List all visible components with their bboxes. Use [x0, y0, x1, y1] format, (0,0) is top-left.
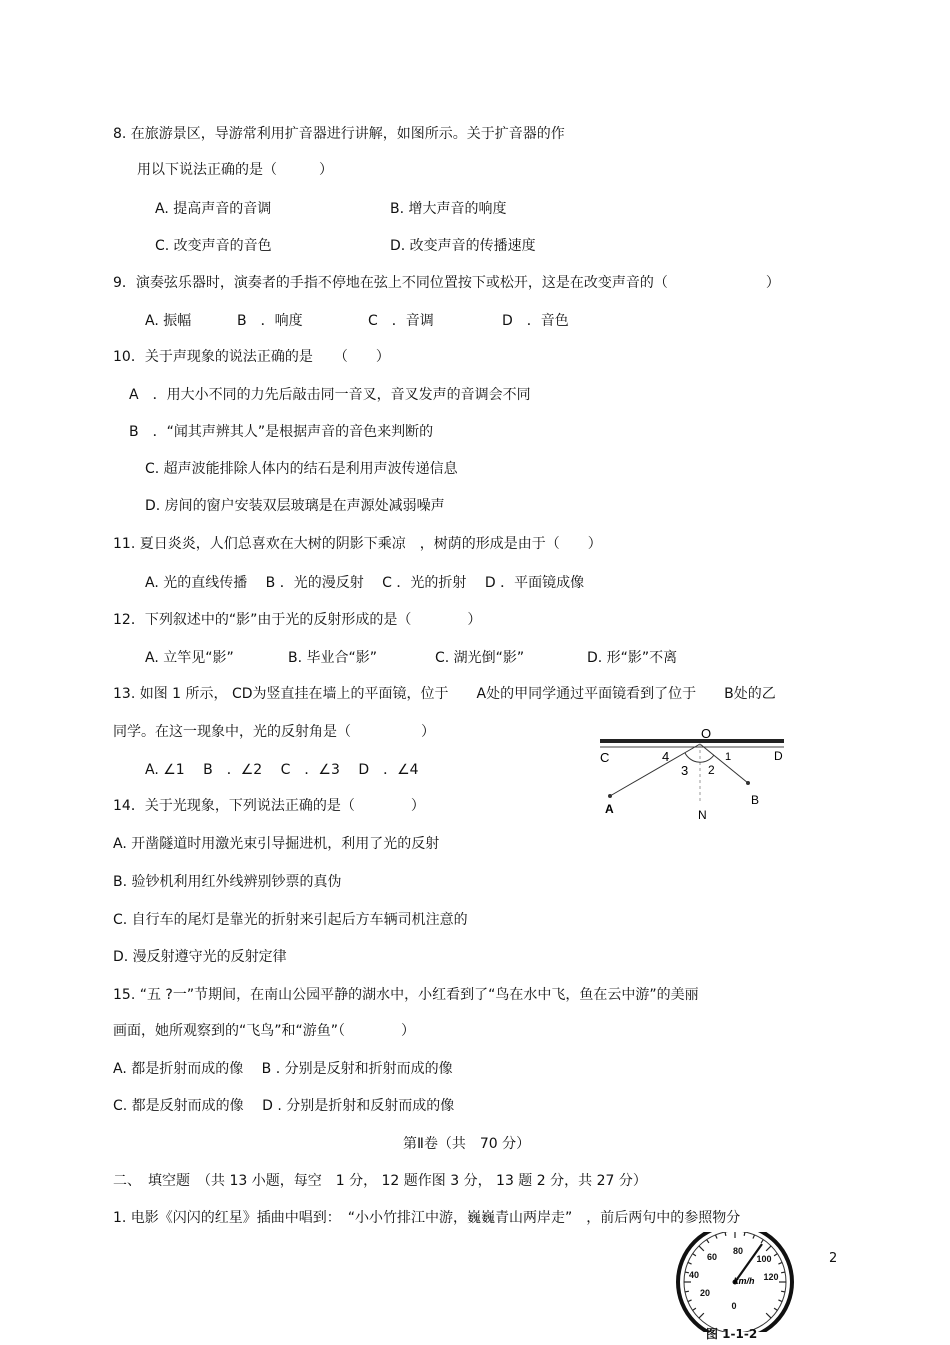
- fill-q1-stem: 1. 电影《闪闪的红星》插曲中唱到： “小小竹排江中游，巍巍青山两岸走” ，前后两句中的参照物分: [113, 1210, 741, 1226]
- q15-stem-line2: 画面，她所观察到的“飞鸟”和“游鱼”（ ）: [113, 1023, 416, 1039]
- q15-options-ab: A. 都是折射而成的像 B . 分别是反射和折射而成的像: [113, 1061, 453, 1077]
- label-b: B: [751, 793, 760, 807]
- q14-option-d: D. 漫反射遵守光的反射定律: [113, 949, 287, 965]
- section-2-heading: 二、 填空题 （共 13 小题，每空 1 分， 12 题作图 3 分， 13 题 2 分，共 27 分）: [113, 1173, 647, 1189]
- q9-option-b: B ．响度: [237, 313, 303, 329]
- label-angle-3: 3: [681, 763, 689, 778]
- tick-label-100: 100: [756, 1254, 772, 1264]
- mirror-reflection-figure: [590, 722, 800, 827]
- q8-stem-line2: 用以下说法正确的是（ ）: [137, 162, 333, 178]
- q11-stem: 11. 夏日炎炎，人们总喜欢在大树的阴影下乘凉 ，树荫的形成是由于（ ）: [113, 536, 602, 552]
- q8-stem-line1: 8. 在旅游景区，导游常利用扩音器进行讲解，如图所示。关于扩音器的作: [113, 126, 565, 142]
- q13-options: A. ∠1 B ．∠2 C ．∠3 D ．∠4: [145, 762, 419, 778]
- label-a: A: [605, 802, 614, 816]
- label-c: C: [600, 750, 610, 765]
- q8-option-d: D. 改变声音的传播速度: [390, 238, 536, 254]
- q9-option-d: D ．音色: [502, 313, 569, 329]
- speedometer-tick: [744, 1232, 745, 1236]
- q12-option-d: D. 形“影”不离: [587, 650, 678, 666]
- q8-option-a: A. 提高声音的音调: [155, 201, 272, 217]
- label-n: N: [698, 808, 707, 822]
- q14-option-c: C. 自行车的尾灯是靠光的折射来引起后方车辆司机注意的: [113, 912, 468, 928]
- q9-option-a: A. 振幅: [145, 313, 192, 329]
- speed-unit: km/h: [733, 1276, 755, 1286]
- q14-option-b: B. 验钞机利用红外线辨别钞票的真伪: [113, 874, 342, 890]
- label-angle-2: 2: [708, 763, 715, 777]
- q8-option-b: B. 增大声音的响度: [390, 201, 507, 217]
- tick-label-20: 20: [699, 1288, 711, 1298]
- speedometer-tick: [685, 1291, 689, 1292]
- q10-stem: 10．关于声现象的说法正确的是 （ ）: [113, 349, 390, 365]
- q12-option-c: C. 湖光倒“影”: [435, 650, 525, 666]
- q11-options: A. 光的直线传播 B ．光的漫反射 C ．光的折射 D ．平面镜成像: [145, 575, 585, 591]
- label-d: D: [774, 749, 783, 763]
- page-number: 2: [829, 1251, 838, 1266]
- q10-option-c: C. 超声波能排除人体内的结石是利用声波传递信息: [145, 461, 458, 477]
- tick-label-40: 40: [688, 1270, 700, 1280]
- point-a: [608, 794, 612, 798]
- q9-option-c: C ．音调: [368, 313, 434, 329]
- tick-label-60: 60: [706, 1252, 718, 1262]
- tick-label-0: 0: [731, 1301, 737, 1311]
- q10-option-b: B ．“闻其声辨其人”是根据声音的音色来判断的: [129, 424, 434, 440]
- q14-stem: 14．关于光现象，下列说法正确的是（ ）: [113, 798, 425, 814]
- q12-stem: 12．下列叙述中的“影”由于光的反射形成的是（ ）: [113, 612, 482, 628]
- q12-option-b: B. 毕业合“影”: [288, 650, 378, 666]
- q10-option-d: D. 房间的窗户安装双层玻璃是在声源处减弱噪声: [145, 498, 445, 514]
- q14-option-a: A. 开凿隧道时用激光束引导掘进机，利用了光的反射: [113, 836, 440, 852]
- speedometer-tick: [781, 1272, 785, 1273]
- figure-caption: 图 1-1-2: [706, 1327, 758, 1341]
- volume-2-title: 第Ⅱ卷（共 70 分）: [403, 1136, 531, 1152]
- tick-label-120: 120: [763, 1272, 779, 1282]
- speedometer-tick: [725, 1232, 726, 1236]
- q15-options-cd: C. 都是反射而成的像 D . 分别是折射和反射而成的像: [113, 1098, 455, 1114]
- label-angle-1: 1: [725, 751, 732, 763]
- q13-stem-line2: 同学。在这一现象中，光的反射角是（ ）: [113, 724, 435, 740]
- point-b: [746, 781, 750, 785]
- q13-stem-line1: 13. 如图 1 所示， CD为竖直挂在墙上的平面镜，位于 A处的甲同学通过平面镜看到了位于 B处的乙: [113, 686, 776, 702]
- q9-stem: 9．演奏弦乐器时，演奏者的手指不停地在弦上不同位置按下或松开，这是在改变声音的（ ）: [113, 275, 780, 291]
- q8-option-c: C. 改变声音的音色: [155, 238, 272, 254]
- speedometer-figure: [672, 1232, 798, 1332]
- tick-label-80: 80: [732, 1246, 744, 1256]
- q10-option-a: A ．用大小不同的力先后敲击同一音叉，音叉发声的音调会不同: [129, 387, 531, 403]
- speedometer-tick: [781, 1291, 785, 1292]
- q12-option-a: A. 立竿见“影”: [145, 650, 234, 666]
- q15-stem-line1: 15. “五 ?一”节期间，在南山公园平静的湖水中，小红看到了“鸟在水中飞，鱼在云中游”的美丽: [113, 987, 699, 1003]
- label-o: O: [701, 726, 712, 741]
- label-angle-4: 4: [662, 749, 670, 764]
